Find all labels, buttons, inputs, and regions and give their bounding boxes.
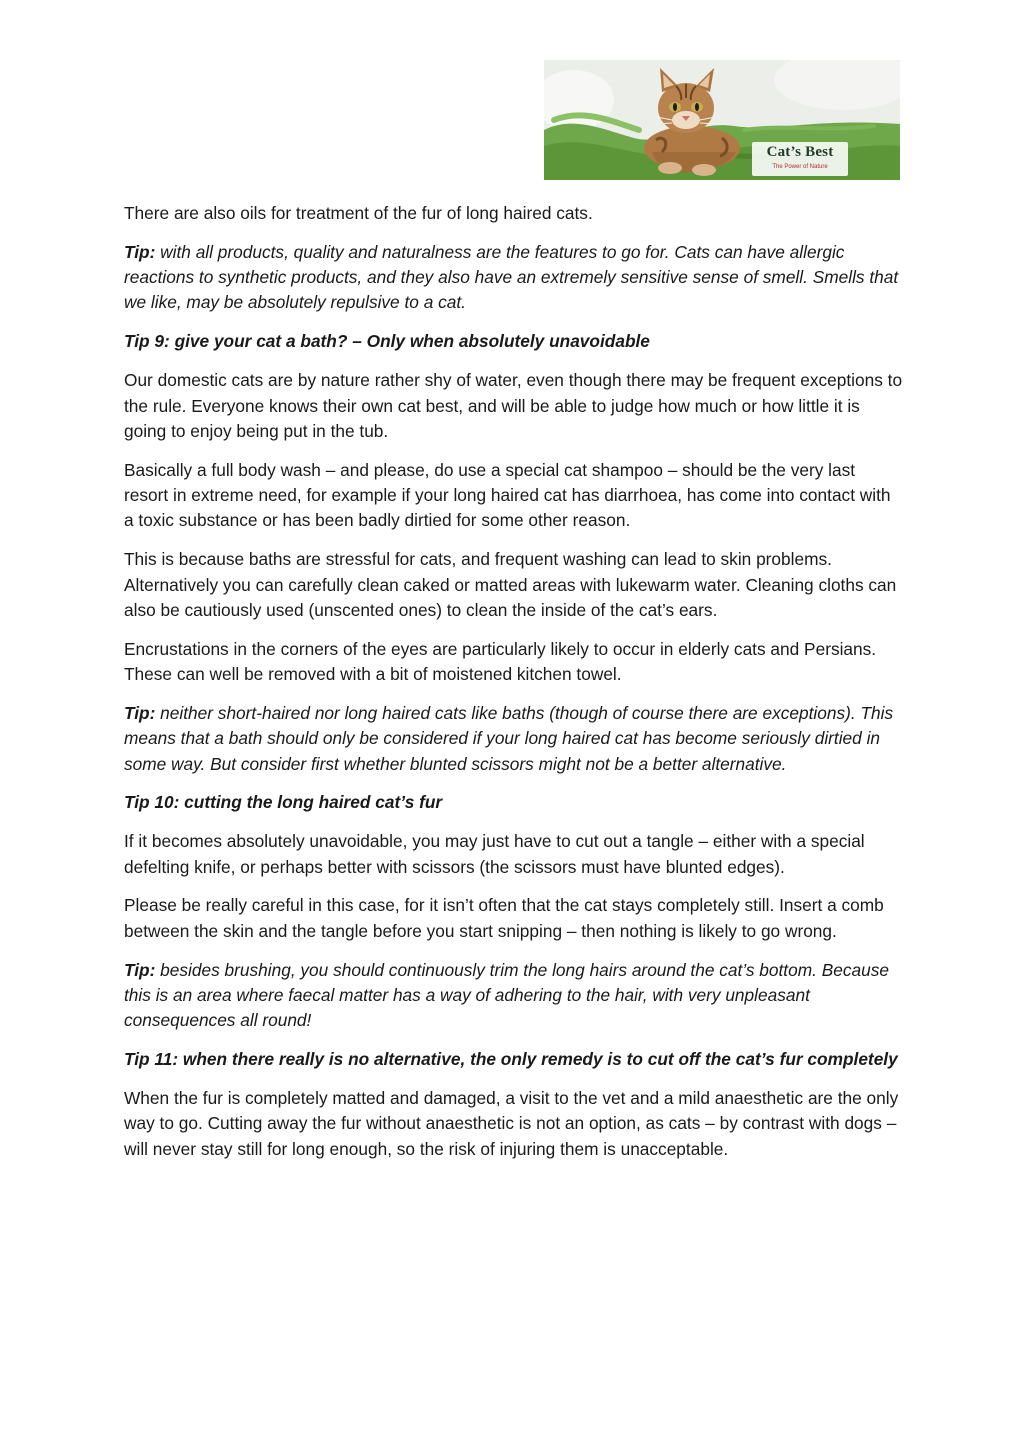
- paragraph: There are also oils for treatment of the fur of long haired cats.: [124, 203, 593, 223]
- paragraph: This is because baths are stressful for cats, and frequent washing can lead to skin problems. Alternatively you can carefully clean caked or matted areas with lukewarm water. Cleaning cloths can also be cautiously used (unscented ones) to clean the inside of the cat’s ears.: [124, 549, 897, 620]
- section-heading: Tip 10: cutting the long haired cat’s fur: [124, 792, 443, 813]
- brand-logo-text: Cat’s Best: [766, 144, 834, 160]
- brand-logo-tagline: The Power of Nature: [772, 164, 828, 170]
- tip-paragraph: [124, 701, 904, 777]
- tip-label: Tip:: [124, 241, 156, 262]
- paragraph: Encrustations in the corners of the eyes are particularly likely to occur in elderly cats and Persians. These can well be removed with a bit of moistened kitchen towel.: [124, 638, 877, 685]
- tip-text: neither short-haired nor long haired cats like baths (though of course there are exceptions). This means that a bath should only be considered if your long haired cat has become seriously dirtied in some way. But consider first whether blunted scissors might not be a better alternative.: [124, 702, 894, 774]
- header-banner-image: [544, 60, 900, 180]
- document-body: [124, 201, 904, 1176]
- paragraph: Basically a full body wash – and please, do use a special cat shampoo – should be the very last resort in extreme need, for example if your long haired cat has diarrhoea, has come into contact with a toxic substance or has been badly dirtied for some other reason.: [124, 459, 891, 531]
- tip-label: Tip:: [124, 959, 156, 980]
- brand-logo: [752, 142, 848, 176]
- section-heading: Tip 11: when there really is no alternative, the only remedy is to cut off the cat’s fur completely: [124, 1049, 898, 1070]
- paragraph: Our domestic cats are by nature rather shy of water, even though there may be frequent exceptions to the rule. Everyone knows their own cat best, and will be able to judge how much or how little it is going to enjoy being put in the tub.: [124, 370, 903, 441]
- tip-label: Tip:: [124, 702, 156, 723]
- paragraph: If it becomes absolutely unavoidable, you may just have to cut out a tangle – either with a special defelting knife, or perhaps better with scissors (the scissors must have blunted edges).: [124, 831, 865, 877]
- tip-text: besides brushing, you should continuously trim the long hairs around the cat’s bottom. Because this is an area where faecal matter has a way of adhering to the hair, with very unpleasant consequences all round!: [124, 959, 889, 1031]
- paragraph: Please be really careful in this case, for it isn’t often that the cat stays completely still. Insert a comb between the skin and the tangle before you start snipping – then nothing is likely to go wrong.: [124, 895, 884, 941]
- tip-paragraph: [124, 958, 904, 1034]
- tip-paragraph: [124, 240, 904, 316]
- tip-text: with all products, quality and naturalness are the features to go for. Cats can have allergic reactions to synthetic products, and they also have an extremely sensitive sense of smell. Smells that we like, may be absolutely repulsive to a cat.: [124, 241, 899, 313]
- section-heading: Tip 9: give your cat a bath? – Only when absolutely unavoidable: [124, 331, 650, 352]
- paragraph: When the fur is completely matted and damaged, a visit to the vet and a mild anaesthetic are the only way to go. Cutting away the fur without anaesthetic is not an option, as cats – by contrast with dogs – will never stay still for long enough, so the risk of injuring them is unacceptable.: [124, 1088, 899, 1159]
